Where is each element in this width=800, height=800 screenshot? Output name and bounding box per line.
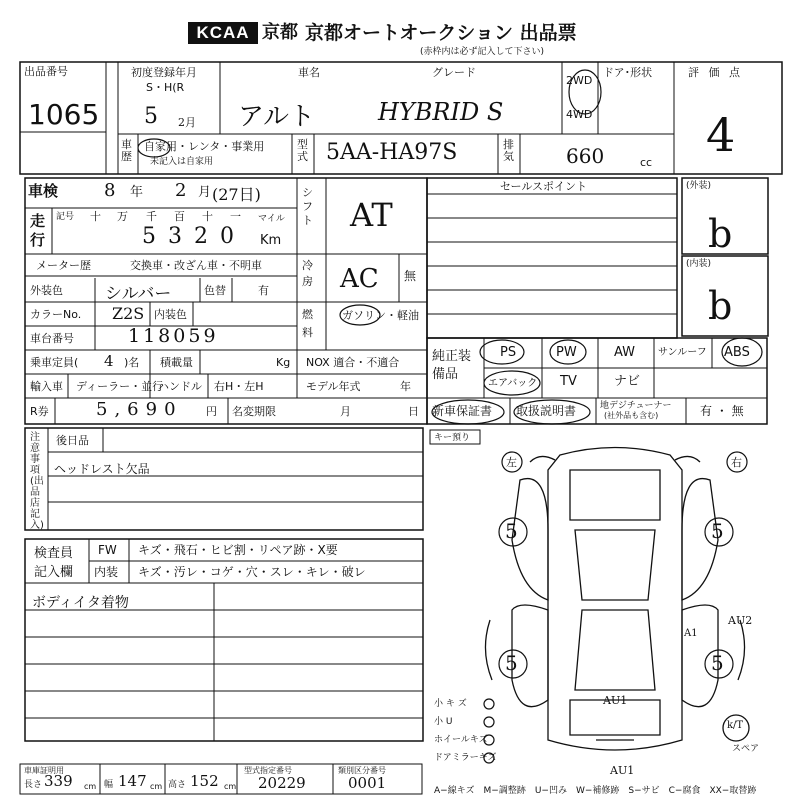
cc-label: 排気: [503, 138, 514, 163]
equip-navi: ナビ: [614, 374, 641, 389]
tire-front-left: 5: [505, 519, 518, 543]
digit-label-0: 十: [90, 210, 101, 223]
digital-tuner-label: 地デジチューナー: [600, 401, 672, 411]
later-label: 後日品: [56, 434, 89, 447]
class-no-label: 類別区分番号: [338, 766, 386, 775]
grade: HYBRID S: [378, 98, 504, 126]
length-unit: cm: [84, 782, 97, 791]
height-label: 高さ: [168, 780, 187, 790]
first-reg-label: 初度登録年月: [131, 66, 197, 79]
manual-label: 取扱説明書: [516, 404, 577, 418]
type-no-value: 20229: [258, 774, 306, 792]
displacement: 660: [566, 144, 605, 168]
equip-airbag: エアバック: [488, 378, 538, 389]
tire-front-right: 5: [711, 519, 724, 543]
car-name: アルト: [238, 102, 315, 132]
notes-label: 注意事項(出品店記入): [30, 432, 44, 531]
digit-label-3: 百: [174, 210, 185, 223]
shaken-year: 8: [104, 180, 116, 201]
interior-color-label: 内装色: [154, 308, 187, 321]
recycle-label: R券: [30, 405, 49, 418]
lot-number: 1065: [28, 98, 100, 131]
drive-2wd: 2WD: [566, 74, 593, 87]
capacity-value: 4: [104, 352, 114, 370]
inspector-label: 検査員記入欄: [34, 546, 74, 580]
shaken-day: (27日): [212, 185, 261, 204]
key-label: キー預り: [434, 433, 471, 443]
exterior-score: b: [708, 212, 733, 256]
tire-rear-right: 5: [711, 651, 724, 675]
handle-label: ハンドル: [158, 380, 202, 393]
spare-label: スペア: [732, 744, 760, 754]
name-change-day: 日: [408, 405, 419, 418]
length-value: 339: [44, 772, 73, 790]
color-no-value: Z2S: [112, 304, 145, 323]
digit-label-4: 十: [202, 210, 213, 223]
model-year-unit: 年: [400, 380, 411, 393]
equip-ps: PS: [500, 345, 517, 360]
color-no-label: カラーNo.: [30, 308, 82, 321]
model-year-label: モデル年式: [306, 380, 361, 393]
exterior-score-label: (外装): [686, 181, 712, 191]
equip-abs: ABS: [724, 345, 750, 360]
logo-city: 京都: [262, 22, 298, 43]
fw-label: FW: [98, 543, 117, 557]
era-label: S・H(R: [146, 81, 185, 94]
capacity-label: 乗車定員(: [30, 356, 79, 369]
spare-mark: k/T: [727, 720, 744, 731]
cc-unit: cc: [640, 156, 653, 169]
shaken-label: 車検: [28, 182, 59, 200]
damage-mark-au1-rear: AU1: [603, 694, 628, 707]
recycle-value: 5,690: [96, 399, 183, 420]
shaken-month: 2: [175, 180, 187, 201]
chassis-label: 車台番号: [30, 332, 74, 345]
equip-tv: TV: [560, 374, 577, 389]
ac-label: 冷房: [302, 259, 313, 288]
load-label: 積載量: [160, 356, 193, 369]
legend-wheel-scratch: ホイールキズ: [434, 735, 488, 745]
model-code: 5AA-HA97S: [326, 140, 458, 165]
history-note: 未記入は自家用: [150, 157, 214, 167]
shift-label: シフト: [302, 186, 313, 227]
legend-small-scratch: 小 キ ズ: [434, 699, 467, 709]
equip-pw: PW: [556, 345, 577, 360]
width-label: 幅: [104, 780, 114, 790]
length-label: 長さ: [24, 780, 43, 790]
digit-label-2: 千: [146, 210, 157, 223]
notes-text: ヘッドレスト欠品: [54, 462, 150, 476]
interior-score-label: (内装): [686, 259, 712, 269]
shift-value: AT: [350, 196, 393, 234]
door-label: ドア･形状: [603, 66, 653, 79]
meter-label: メーター歴: [36, 259, 91, 272]
name-change-label: 名変期限: [232, 405, 276, 418]
kcaa-logo: KCAA: [188, 22, 258, 44]
digit-label-5: 一: [230, 210, 241, 223]
diagram-left: 左: [506, 456, 517, 469]
import-label: 輸入車: [30, 380, 63, 393]
damage-mark-au2: AU2: [728, 614, 753, 627]
ac-none: 無: [404, 269, 417, 283]
class-no-value: 0001: [348, 774, 387, 792]
interior-inspect-items: キズ・汚レ・コゲ・穴・スレ・キレ・破レ: [138, 565, 366, 579]
equip-aw: AW: [614, 345, 636, 360]
year-unit: 年: [130, 185, 144, 200]
color-value: シルバー: [105, 284, 172, 304]
damage-legend: A−線キズ M−調整跡 U−凹み W−補修跡 S−サビ C−腐食 XX−取替跡: [434, 786, 757, 796]
fuel-label: 燃料: [302, 308, 313, 339]
mileage-label: 走行: [30, 212, 46, 249]
nox-label: NOX 適合・不適合: [306, 356, 400, 369]
mile-label: マイル: [258, 214, 285, 224]
damage-mark-a1: A1: [684, 628, 698, 639]
digit-label-1: 万: [117, 210, 128, 223]
reg-year: 5: [144, 104, 158, 129]
handle-options: 右H・左H: [214, 380, 264, 393]
page-subtitle: (赤枠内は必ず記入して下さい): [420, 47, 545, 57]
car-name-label: 車名: [298, 66, 320, 79]
record-label: 記号: [56, 212, 75, 222]
height-value: 152: [190, 772, 219, 790]
digital-tuner-note: (社外品も含む): [604, 411, 659, 420]
month-unit: 月: [198, 185, 212, 200]
load-kg: Kg: [276, 356, 291, 369]
dealer-label: ディーラー・並行: [76, 380, 164, 393]
inspector-remark: ボディイタ着物: [32, 595, 129, 611]
reg-month: 2月: [178, 116, 196, 129]
diagram-right: 右: [731, 456, 742, 469]
ac-value: AC: [340, 264, 379, 294]
interior-inspect-label: 内装: [94, 565, 119, 579]
warranty-label: 新車保証書: [432, 404, 493, 418]
fuel-options: ガソリン・軽油: [342, 309, 419, 322]
history-label: 車歴: [121, 138, 132, 163]
width-unit: cm: [150, 782, 163, 791]
equip-sunroof: サンルーフ: [658, 347, 707, 358]
color-label: 外装色: [30, 284, 63, 297]
equipment-label: 純正装備品: [432, 349, 472, 382]
history-options: 自家用・レンタ・事業用: [144, 140, 265, 153]
capacity-unit: )名: [124, 356, 140, 369]
color-change-value: 有: [258, 284, 269, 297]
score-label: 評 価 点: [688, 66, 743, 79]
drive-4wd: 4WD: [566, 108, 593, 121]
fw-items: キズ・飛石・ヒビ割・リペア跡・X要: [138, 543, 338, 557]
sales-point-label: セールスポイント: [500, 180, 588, 193]
width-value: 147: [118, 772, 147, 790]
recycle-yen: 円: [206, 405, 217, 418]
overall-score: 4: [706, 108, 736, 162]
meter-options: 交換車・改ざん車・不明車: [130, 259, 262, 272]
tuner-options: 有 ・ 無: [700, 404, 744, 418]
km-label: Km: [260, 233, 282, 248]
type-label: 型式: [297, 138, 308, 163]
legend-small-dent: 小 U: [434, 717, 453, 727]
color-change-label: 色替: [204, 284, 226, 297]
interior-score: b: [708, 284, 733, 328]
damage-mark-au1-bottom: AU1: [610, 764, 635, 777]
page-title: 京都オートオークション 出品票: [305, 22, 577, 44]
type-no-label: 型式指定番号: [244, 766, 292, 775]
mileage-value: 5320: [142, 224, 246, 249]
name-change-month: 月: [340, 405, 351, 418]
lot-label: 出品番号: [24, 65, 68, 78]
height-unit: cm: [224, 782, 237, 791]
cert-label: 車庫証明用: [24, 766, 64, 775]
chassis-value: 118059: [128, 325, 219, 347]
legend-mirror-scratch: ドアミラーキズ: [434, 753, 497, 763]
tire-rear-left: 5: [505, 651, 518, 675]
grade-label: グレード: [432, 66, 476, 79]
